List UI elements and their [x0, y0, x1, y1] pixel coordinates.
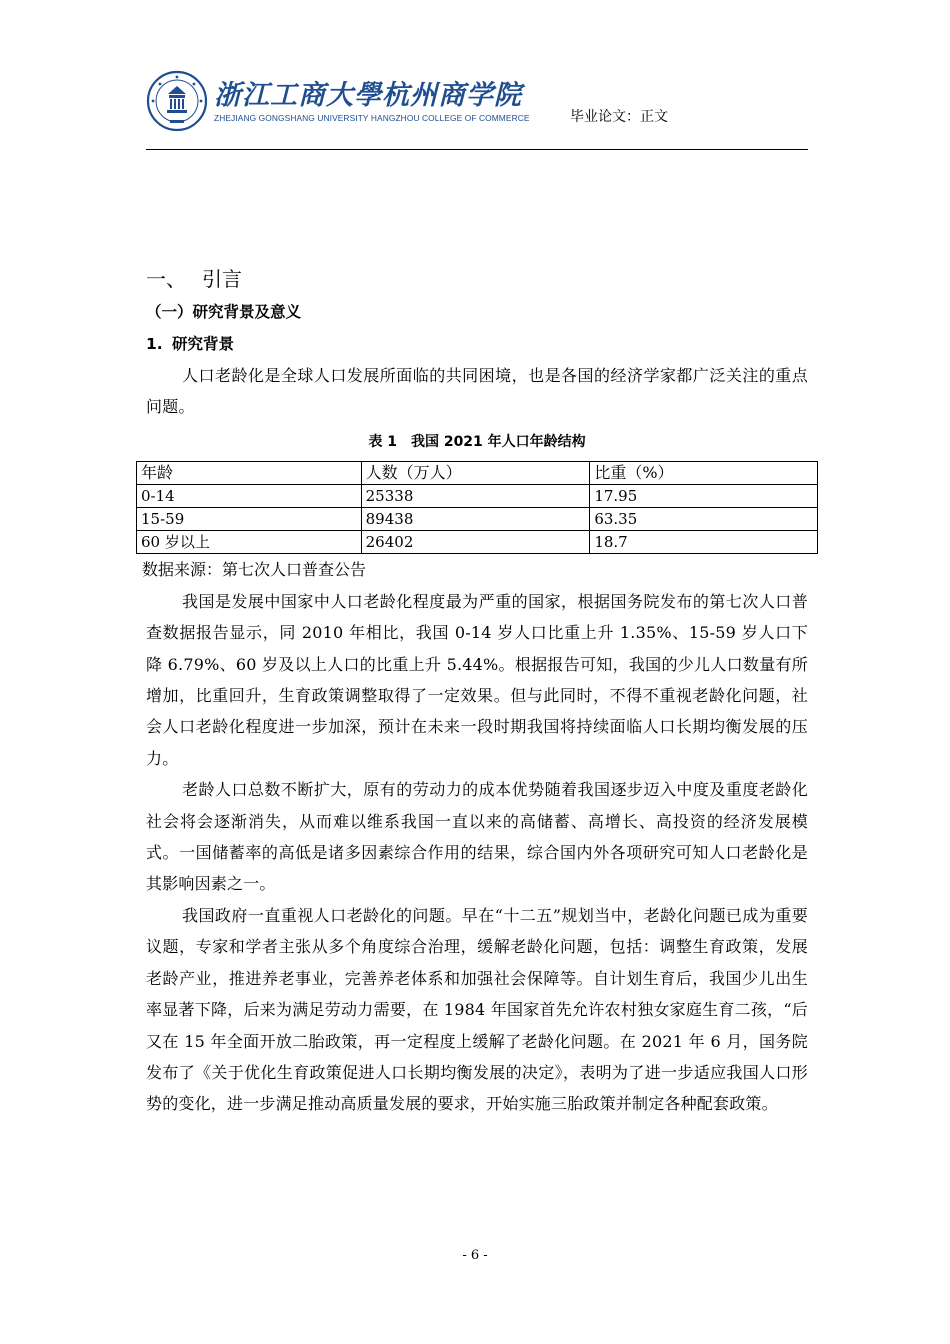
subsection-heading: （一）研究背景及意义 — [146, 303, 302, 321]
section-title: 引言 — [202, 267, 242, 291]
logo-chinese-name: 浙江工商大學杭州商学院 — [214, 79, 522, 111]
header-divider — [146, 149, 808, 150]
table-cell: 0-14 — [137, 484, 362, 507]
table-cell: 15-59 — [137, 507, 362, 530]
section-number: 一、 — [146, 267, 186, 291]
paragraph-intro: 人口老龄化是全球人口发展所面临的共同困境，也是各国的经济学家都广泛关注的重点问题。 — [146, 366, 808, 417]
section-heading — [146, 262, 808, 296]
subsubsection-number: 1. — [146, 335, 163, 353]
table-cell: 63.35 — [590, 507, 818, 530]
paragraph-body: 我国政府一直重视人口老龄化的问题。早在“十二五”规划当中，老龄化问题已成为重要议题，专家和学者主张从多个角度综合治理，缓解老龄化问题，包括：调整生育政策，发展老龄产业，推进养老事业，完善养老体系和加强社会保障等。自计划生育后，我国少儿出生率显著下降，后来为满足劳动力需要，在 1984 年国家首先允许农村独女家庭生育二孩，“后又在 15 年全面开放二胎政策，再一定程度上缓解了老龄化问题。在 2021 年 6 月，国务院发布了《关于优化生育政策促进人口长期均衡发展的决定》，表明为了进一步适应我国人口形势的变化，进一步满足推动高质量发展的要求，开始实施三胎政策并制定各种配套政策。 — [146, 905, 808, 1114]
header-section-label: 毕业论文：正文 — [570, 109, 668, 125]
table-header-row — [137, 461, 818, 484]
table-cell: 89438 — [361, 507, 590, 530]
population-table — [136, 461, 818, 554]
university-logo — [146, 70, 530, 132]
table-caption — [146, 423, 808, 461]
table-source-note: 数据来源：第七次人口普查公告 — [142, 559, 367, 579]
table-cell: 60 岁以上 — [137, 530, 362, 553]
table-row — [137, 507, 818, 530]
table-cell: 17.95 — [590, 484, 818, 507]
subsubsection-title: 研究背景 — [172, 335, 235, 353]
table-cell: 25338 — [361, 484, 590, 507]
table-header-cell: 人数（万人） — [361, 461, 590, 484]
table-label: 表 1 — [368, 433, 397, 450]
table-header-cell: 年龄 — [137, 461, 362, 484]
page-header — [146, 62, 808, 154]
subsubsection-heading — [146, 328, 808, 360]
logo-english-name: ZHEJIANG GONGSHANG UNIVERSITY HANGZHOU COLLEGE OF COMMERCE — [214, 112, 530, 123]
table-cell: 18.7 — [590, 530, 818, 553]
table-title: 我国 2021 年人口年龄结构 — [410, 433, 586, 450]
table-row — [137, 530, 818, 553]
paragraph-body: 我国是发展中国家中人口老龄化程度最为严重的国家，根据国务院发布的第七次人口普查数据报告显示，同 2010 年相比，我国 0-14 岁人口比重上升 1.35%、15-59 岁人口下降 6.79%、60 岁及以上人口的比重上升 5.44%。根据报告可知，我国的少儿人口数量有所增加，比重回升，生育政策调整取得了一定效果。但与此同时，不得不重视老龄化问题，社会人口老龄化程度进一步加深，预计在未来一段时期我国将持续面临人口长期均衡发展的压力。 — [146, 591, 808, 768]
paragraph-body: 老龄人口总数不断扩大，原有的劳动力的成本优势随着我国逐步迈入中度及重度老龄化社会将会逐渐消失，从而难以维系我国一直以来的高储蓄、高增长、高投资的经济发展模式。一国储蓄率的高低是诸多因素综合作用的结果，综合国内外各项研究可知人口老龄化是其影响因素之一。 — [146, 780, 808, 894]
table-header-cell: 比重（%） — [590, 461, 818, 484]
university-seal-icon — [146, 70, 208, 132]
page-number: - 6 - — [462, 1248, 488, 1263]
table-row — [137, 484, 818, 507]
table-cell: 26402 — [361, 530, 590, 553]
page-body — [141, 262, 808, 1120]
